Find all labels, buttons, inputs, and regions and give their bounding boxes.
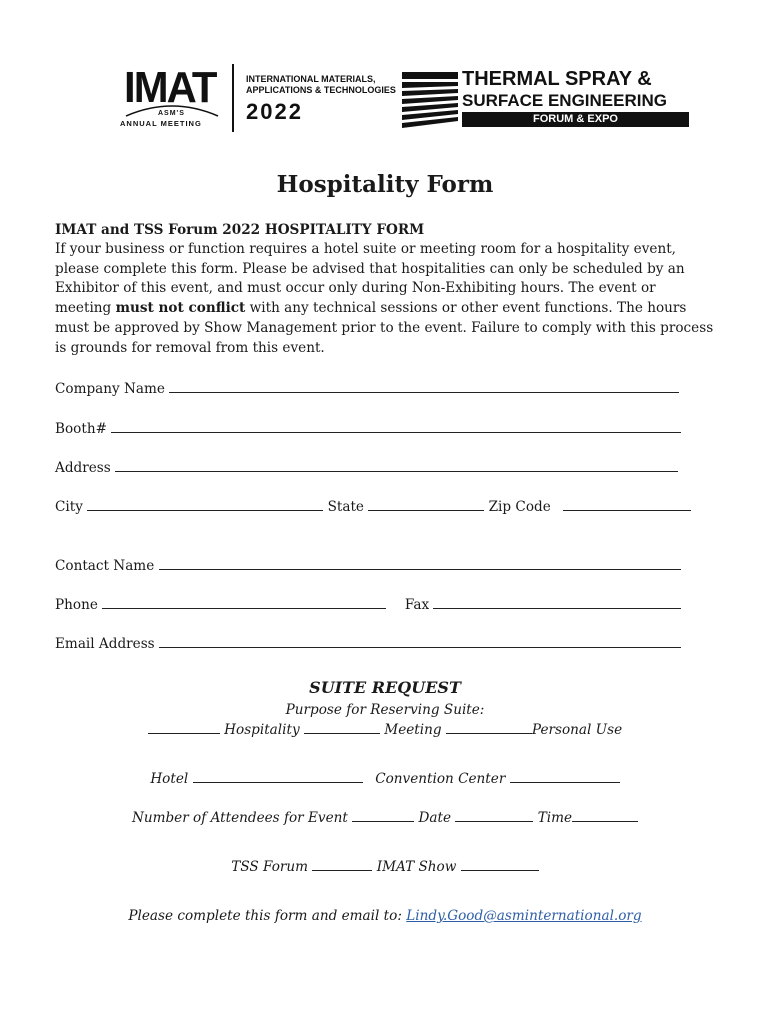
personal-use-field[interactable] [446, 719, 532, 734]
city-state-zip-row [55, 496, 691, 517]
company-name-label: Company Name [55, 381, 165, 397]
logo-divider [232, 64, 234, 132]
intro-line [55, 299, 725, 319]
city-field[interactable] [87, 496, 323, 511]
fax-label: Fax [404, 597, 430, 613]
imat-show-label: IMAT Show [376, 859, 457, 875]
company-name-row [55, 378, 679, 399]
imat-tagline-line2: APPLICATIONS & TECHNOLOGIES [246, 85, 396, 95]
hotel-label: Hotel [150, 771, 189, 787]
company-name-field[interactable] [169, 378, 679, 393]
purpose-row [0, 719, 770, 740]
event-row [0, 856, 770, 877]
zip-label: Zip Code [488, 499, 551, 515]
zip-field[interactable] [563, 496, 691, 511]
attendees-field[interactable] [352, 807, 414, 822]
tss-stripes-icon [402, 72, 458, 128]
email-label: Email Address [55, 636, 155, 652]
intro-line: is grounds for removal from this event. [55, 339, 325, 356]
imat-show-field[interactable] [461, 856, 539, 871]
phone-fax-row [55, 594, 681, 615]
attendees-row [0, 807, 770, 828]
page-title: Hospitality Form [276, 171, 494, 198]
imat-logo-word: IMAT [124, 63, 216, 112]
booth-row [55, 418, 681, 439]
intro-line: Exhibitor of this event, and must occur only during Non-Exhibiting hours. The event or [55, 280, 656, 297]
meeting-field[interactable] [304, 719, 380, 734]
state-field[interactable] [368, 496, 484, 511]
convention-center-label: Convention Center [375, 771, 506, 787]
imat-tagline-line1: INTERNATIONAL MATERIALS, [246, 74, 376, 84]
convention-center-field[interactable] [510, 768, 620, 783]
email-field[interactable] [159, 633, 681, 648]
personal-use-label: Personal Use [531, 722, 623, 738]
suite-request-title: SUITE REQUEST [309, 678, 461, 697]
intro-paragraph [55, 240, 725, 358]
fax-field[interactable] [433, 594, 681, 609]
intro-heading: IMAT and TSS Forum 2022 HOSPITALITY FORM [55, 222, 425, 238]
hospitality-field[interactable] [148, 719, 220, 734]
imat-logo-sub2: ANNUAL MEETING [120, 119, 202, 128]
intro-line: If your business or function requires a hotel suite or meeting room for a hospitality event, [55, 241, 676, 257]
intro-line: please complete this form. Please be advised that hospitalities can only be scheduled by an [55, 260, 685, 277]
email-instruction-text: Please complete this form and email to: [128, 908, 407, 924]
tss-logo-line2: SURFACE ENGINEERING [462, 91, 667, 110]
date-field[interactable] [455, 807, 533, 822]
contact-name-field[interactable] [159, 555, 681, 570]
purpose-label: Purpose for Reserving Suite: [285, 702, 485, 718]
tss-forum-field[interactable] [312, 856, 372, 871]
meeting-label: Meeting [384, 722, 442, 738]
imat-logo-sub1: ASM'S [158, 110, 185, 117]
imat-year: 2022 [246, 99, 303, 124]
contact-name-label: Contact Name [55, 558, 155, 574]
state-label: State [327, 499, 364, 515]
location-row [0, 768, 770, 789]
phone-label: Phone [55, 597, 98, 613]
attendees-label: Number of Attendees for Event [131, 810, 348, 826]
time-field[interactable] [572, 807, 638, 822]
imat-tagline [246, 74, 396, 96]
tss-logo-band: FORUM & EXPO [462, 112, 689, 127]
email-instruction [0, 906, 770, 926]
phone-field[interactable] [102, 594, 386, 609]
imat-logo [120, 63, 224, 130]
city-label: City [55, 499, 83, 515]
time-label: Time [537, 810, 573, 826]
address-label: Address [55, 460, 111, 476]
booth-label: Booth# [55, 421, 107, 437]
intro-line4-pre: meeting [55, 300, 116, 317]
email-row [55, 633, 681, 654]
contact-name-row [55, 555, 681, 576]
tss-forum-label: TSS Forum [231, 859, 309, 875]
date-label: Date [418, 810, 452, 826]
intro-line4-post: with any technical sessions or other event functions. The hours [245, 300, 687, 317]
hospitality-label: Hospitality [224, 722, 300, 738]
tss-logo-line1: THERMAL SPRAY & [462, 68, 652, 90]
booth-field[interactable] [111, 418, 681, 433]
address-row [55, 457, 678, 478]
contact-email-link[interactable]: Lindy.Good@asminternational.org [406, 908, 642, 924]
must-not-conflict-emphasis: must not conflict [115, 300, 246, 317]
intro-line: must be approved by Show Management prior to the event. Failure to comply with this process [55, 319, 714, 336]
hotel-field[interactable] [193, 768, 363, 783]
address-field[interactable] [115, 457, 678, 472]
